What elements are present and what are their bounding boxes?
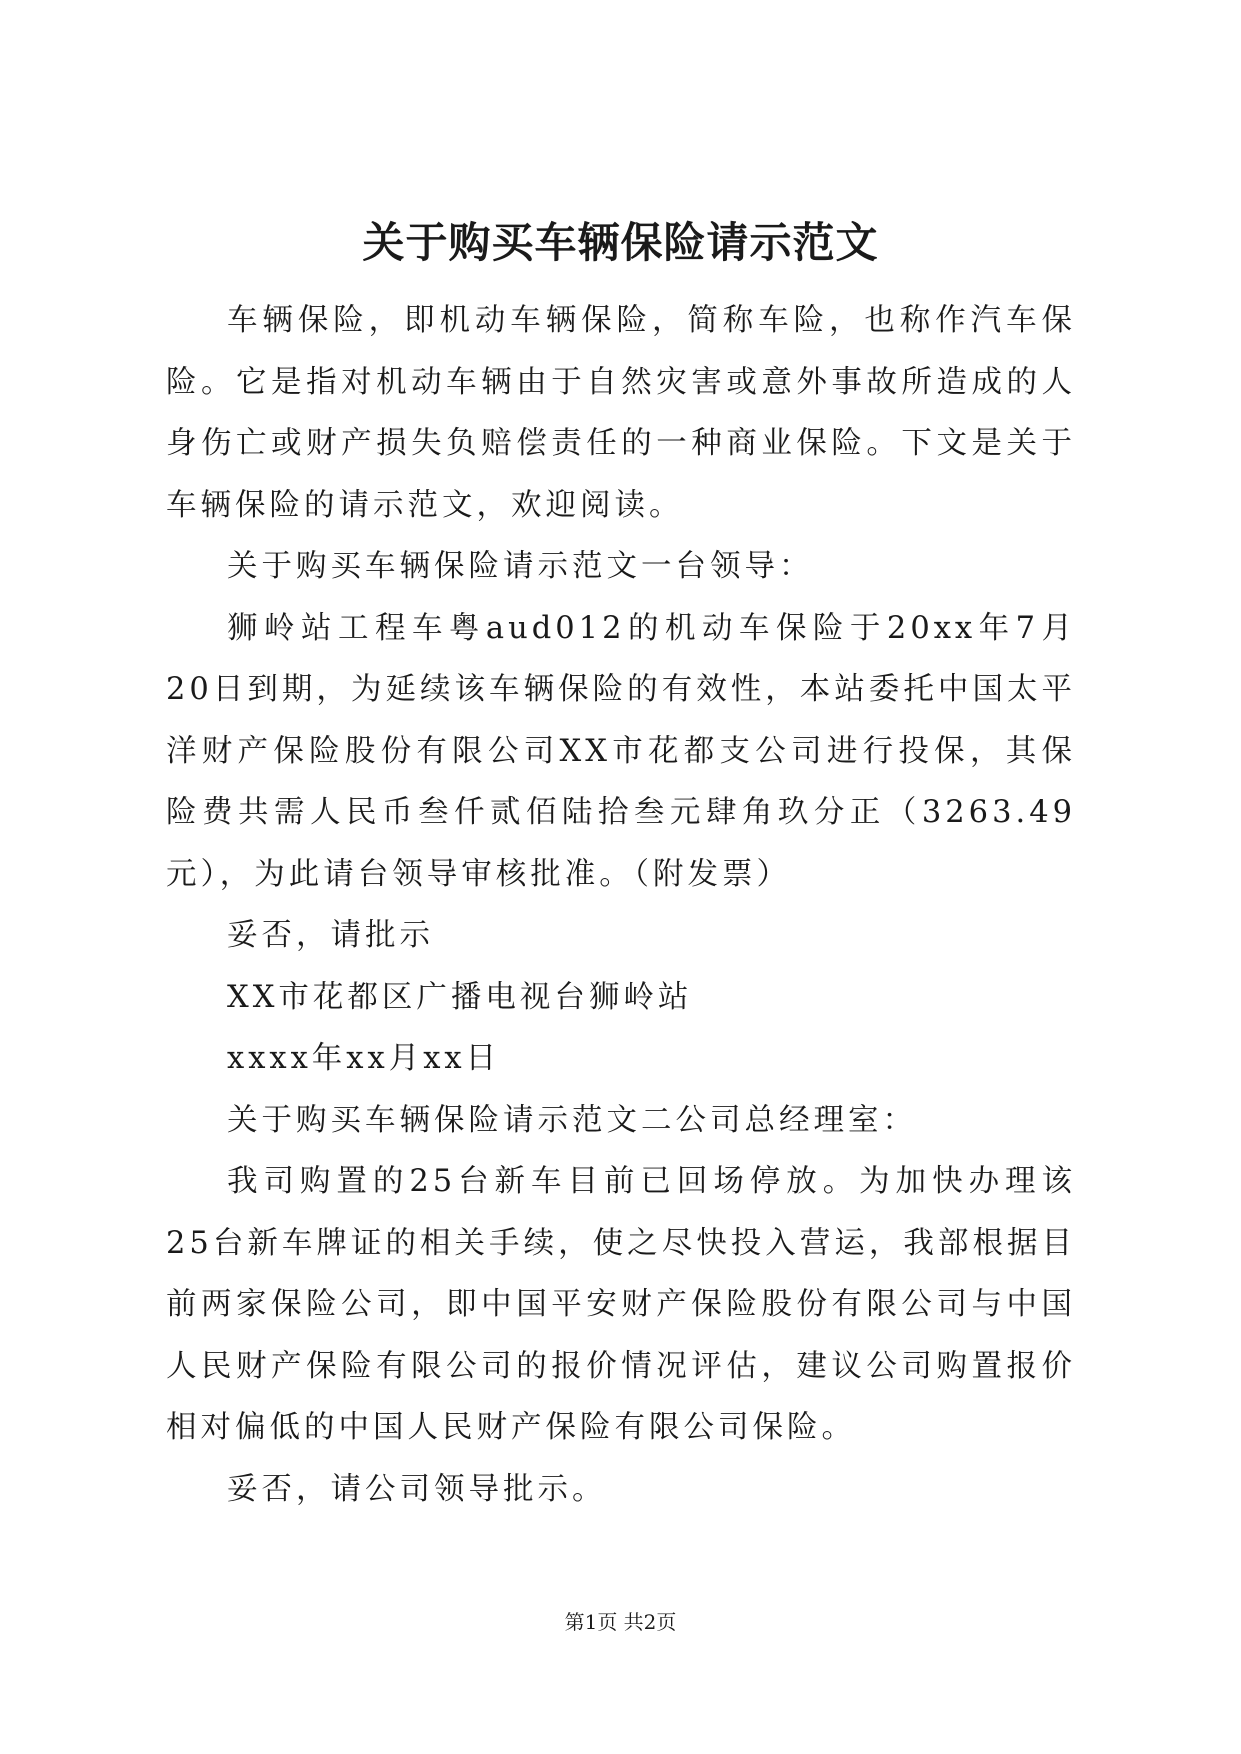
paragraph-sample-two-heading: 关于购买车辆保险请示范文二公司总经理室： xyxy=(227,1102,917,1138)
paragraph-intro: 车辆保险，即机动车辆保险，简称车险，也称作汽车保险。它是指对机动车辆由于自然灾害或意外事故所造成的人身伤亡或财产损失负赔偿责任的一种商业保险。下文是关于车辆保险的请示范文，欢迎阅读。 xyxy=(166,303,1076,523)
paragraph-sample-two-request: 妥否，请公司领导批示。 xyxy=(227,1471,607,1507)
document-title: 关于购买车辆保险请示范文 xyxy=(362,218,879,267)
paragraph-sample-two-body: 我司购置的25台新车目前已回场停放。为加快办理该25台新车牌证的相关手续，使之尽快投入营运，我部根据目前两家保险公司，即中国平安财产保险股份有限公司与中国人民财产保险有限公司的报价情况评估，建议公司购置报价相对偏低的中国人民财产保险有限公司保险。 xyxy=(166,1164,1076,1445)
paragraph-sample-one-heading: 关于购买车辆保险请示范文一台领导： xyxy=(227,549,814,584)
paragraph-sample-one-body: 狮岭站工程车粤aud012的机动车保险于20xx年7月20日到期，为延续该车辆保险的有效性，本站委托中国太平洋财产保险股份有限公司XX市花都支公司进行投保，其保险费共需人民币叁仟贰佰陆拾叁元肆角玖分正（3263.49元），为此请台领导审核批准。（附发票） xyxy=(166,610,1076,892)
page-number-footer: 第1页 共2页 xyxy=(564,1610,677,1634)
document-body xyxy=(166,290,1076,1520)
paragraph-sample-one-date: xxxx年xx月xx日 xyxy=(227,1041,501,1076)
paragraph-sample-one-request: 妥否，请批示 xyxy=(227,918,434,953)
paragraph-sample-one-signature: XX市花都区广播电视台狮岭站 xyxy=(227,979,693,1015)
